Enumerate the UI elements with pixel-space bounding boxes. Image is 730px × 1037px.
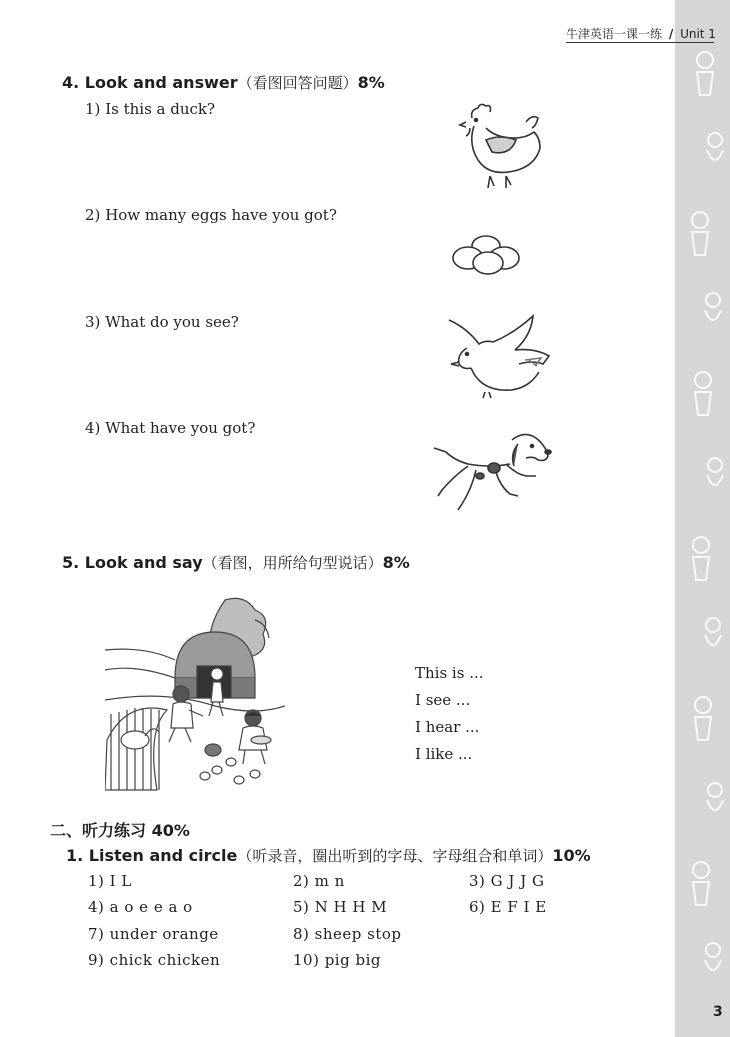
question-number: 3) (85, 313, 101, 331)
question-number: 1) (85, 100, 101, 118)
listen-item-8: 8) sheep stop (293, 925, 402, 943)
book-title: 牛津英语一课一练 (566, 27, 663, 41)
question-3 (85, 313, 239, 331)
listen-item-5: 5) N H H M (293, 898, 388, 916)
section-4-instruction: （看图回答问题） (237, 74, 358, 92)
farm-scene-illustration (105, 590, 285, 795)
question-text: How many eggs have you got? (105, 206, 337, 224)
question-text: What do you see? (105, 313, 239, 331)
unit-label: Unit 1 (680, 27, 716, 41)
section-5-title (62, 552, 410, 573)
decorative-margin-strip (675, 0, 730, 1037)
question-number: 4) (85, 419, 101, 437)
header-separator: / (668, 27, 674, 41)
section-5-instruction: （看图，用所给句型说话） (202, 554, 383, 572)
section-5-score: 8% (382, 553, 410, 572)
exercise-1-instruction: （听录音，圈出听到的字母、字母组合和单词） (237, 847, 553, 865)
hen-illustration (450, 100, 545, 195)
part-2-score: 40% (151, 821, 190, 840)
question-text: Is this a duck? (105, 100, 216, 118)
running-dog-illustration (432, 430, 557, 520)
three-eggs-illustration (450, 232, 525, 277)
listen-item-9: 9) chick chicken (88, 951, 221, 969)
part-2-heading: 二、听力练习 (50, 821, 147, 840)
exercise-1-score: 10% (552, 846, 591, 865)
bird-illustration (445, 314, 555, 399)
section-4-title (62, 72, 385, 93)
listen-item-4: 4) a o e e a o (88, 898, 193, 916)
question-text: What have you got? (105, 419, 256, 437)
listen-item-3: 3) G J J G (469, 872, 545, 890)
doodle-pattern-icon (675, 0, 730, 1037)
say-sentence-4: I like ... (415, 745, 473, 763)
say-sentence-1: This is ... (415, 664, 484, 682)
listen-item-1: 1) I L (88, 872, 132, 890)
page-number: 3 (713, 1004, 723, 1020)
exercise-1-heading: 1. Listen and circle (66, 846, 238, 865)
question-1 (85, 100, 215, 118)
question-number: 2) (85, 206, 101, 224)
part-2-title (50, 818, 190, 841)
section-4-score: 8% (357, 73, 385, 92)
page-header (566, 25, 714, 43)
section-4-heading: 4. Look and answer (62, 73, 238, 92)
header-rule (566, 42, 714, 43)
listen-item-2: 2) m n (293, 872, 345, 890)
listen-item-10: 10) pig big (293, 951, 381, 969)
listen-item-6: 6) E F I E (469, 898, 547, 916)
listen-item-7: 7) under orange (88, 925, 219, 943)
exercise-1-title (66, 845, 591, 866)
question-4 (85, 419, 255, 437)
section-5-heading: 5. Look and say (62, 553, 203, 572)
say-sentence-3: I hear ... (415, 718, 480, 736)
question-2 (85, 206, 337, 224)
say-sentence-2: I see ... (415, 691, 471, 709)
